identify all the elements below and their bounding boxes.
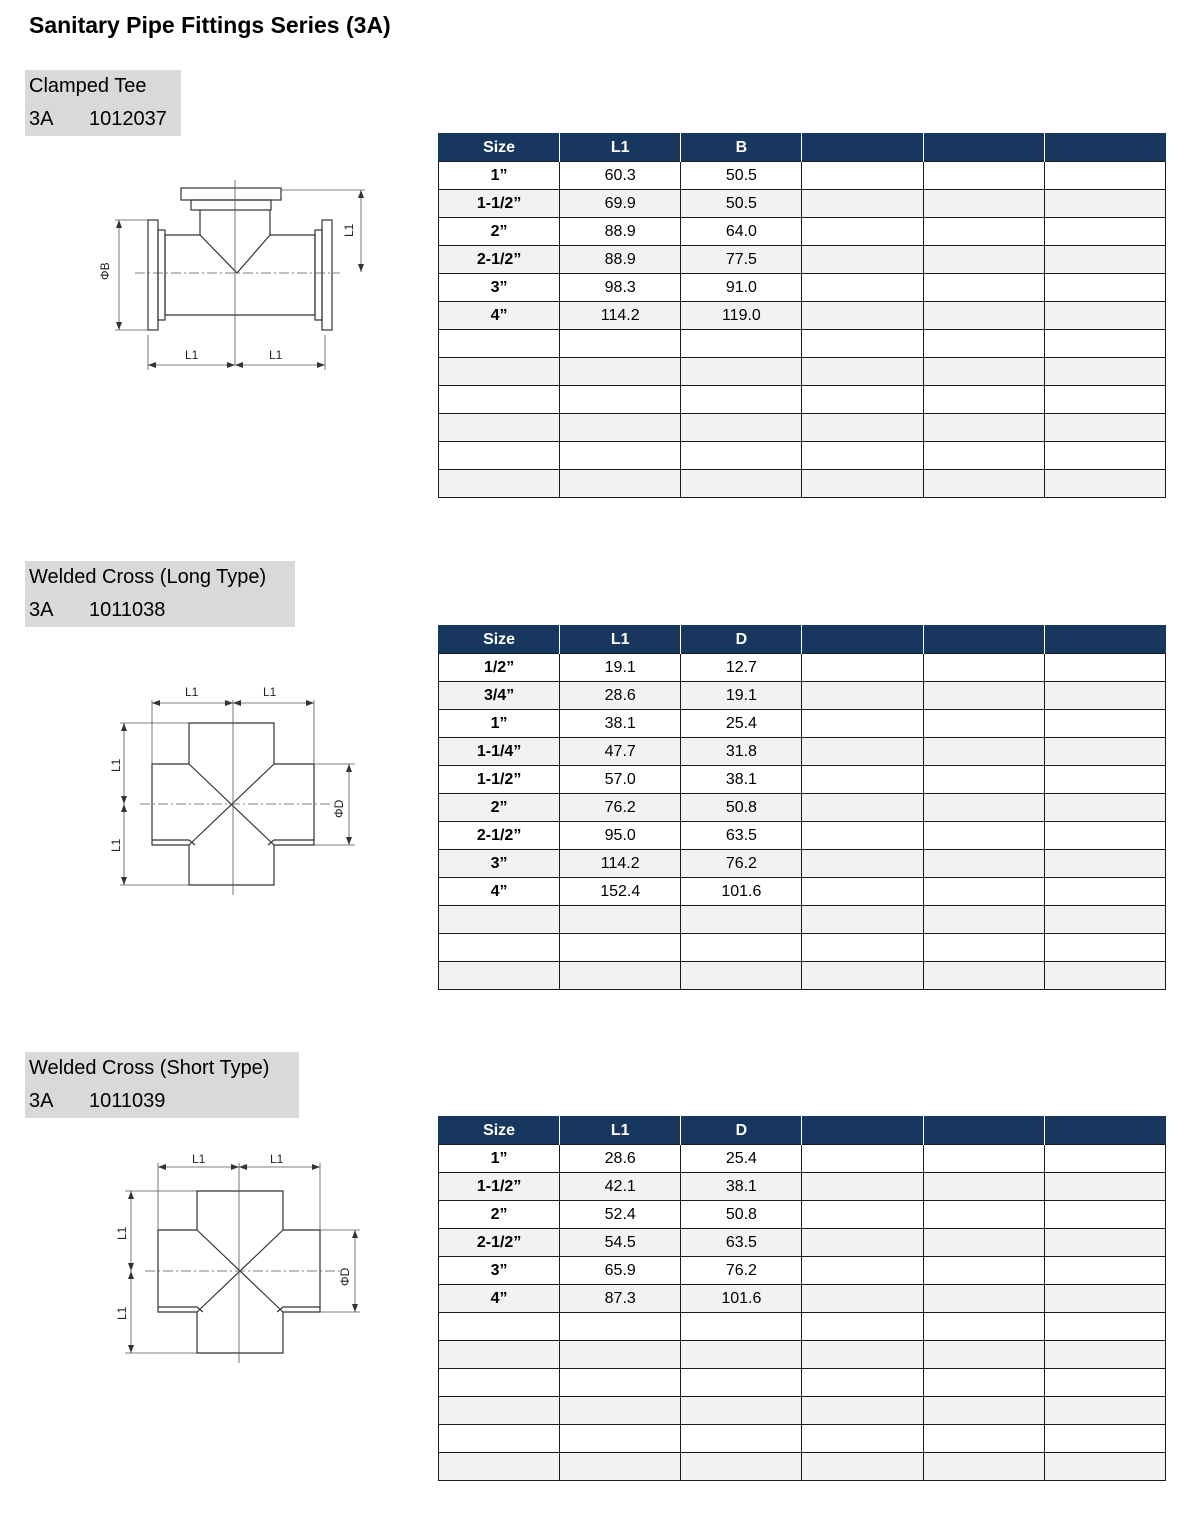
column-header: B <box>681 133 802 162</box>
page-title: Sanitary Pipe Fittings Series (3A) <box>29 12 391 38</box>
size-cell: 1-1/2” <box>439 190 560 218</box>
product-code: 1011039 <box>89 1090 166 1112</box>
table-row <box>439 1145 1166 1173</box>
column-header <box>802 625 923 654</box>
column-header: Size <box>439 625 560 654</box>
product-code: 1012037 <box>89 108 167 130</box>
table-row-empty <box>439 1341 1166 1369</box>
d-cell: 76.2 <box>681 850 802 878</box>
b-cell: 50.5 <box>681 162 802 190</box>
l1-cell: 19.1 <box>560 654 681 682</box>
column-header: Size <box>439 133 560 162</box>
product-label-welded-cross-short <box>25 1052 299 1118</box>
length-label: L1 <box>263 685 277 699</box>
table-row <box>439 710 1166 738</box>
size-cell: 1-1/4” <box>439 738 560 766</box>
length-label: L1 <box>115 1306 129 1320</box>
b-cell: 50.5 <box>681 190 802 218</box>
l1-cell: 54.5 <box>560 1229 681 1257</box>
l1-cell: 95.0 <box>560 822 681 850</box>
l1-cell: 152.4 <box>560 878 681 906</box>
product-standard: 3A <box>29 599 54 621</box>
size-cell: 3/4” <box>439 682 560 710</box>
b-cell: 64.0 <box>681 218 802 246</box>
table-row-empty <box>439 1397 1166 1425</box>
product-name: Welded Cross (Short Type) <box>29 1057 270 1079</box>
table-row <box>439 1257 1166 1285</box>
size-cell: 3” <box>439 274 560 302</box>
l1-cell: 87.3 <box>560 1285 681 1313</box>
column-header <box>802 133 923 162</box>
column-header: D <box>681 1116 802 1145</box>
column-header <box>1044 1116 1165 1145</box>
product-code: 1011038 <box>89 599 166 621</box>
table-row-empty <box>439 1369 1166 1397</box>
column-header: L1 <box>560 625 681 654</box>
l1-cell: 42.1 <box>560 1173 681 1201</box>
table-row-empty <box>439 358 1166 386</box>
table-row-empty <box>439 1425 1166 1453</box>
table-row-empty <box>439 934 1166 962</box>
table-row <box>439 1173 1166 1201</box>
length-label: L1 <box>109 838 123 852</box>
column-header <box>923 1116 1044 1145</box>
table-row-empty <box>439 414 1166 442</box>
column-header <box>802 1116 923 1145</box>
table-row <box>439 682 1166 710</box>
table-row <box>439 1201 1166 1229</box>
table-row <box>439 822 1166 850</box>
table-row-empty <box>439 1313 1166 1341</box>
d-cell: 38.1 <box>681 1173 802 1201</box>
product-label-clamped-tee <box>25 70 181 136</box>
table-row <box>439 878 1166 906</box>
d-cell: 63.5 <box>681 1229 802 1257</box>
column-header <box>1044 625 1165 654</box>
table-row-empty <box>439 962 1166 990</box>
length-label: L1 <box>115 1226 129 1240</box>
b-cell: 77.5 <box>681 246 802 274</box>
size-cell: 4” <box>439 1285 560 1313</box>
size-cell: 1/2” <box>439 654 560 682</box>
column-header: L1 <box>560 1116 681 1145</box>
length-label: L1 <box>185 348 199 362</box>
table-row-empty <box>439 906 1166 934</box>
column-header: Size <box>439 1116 560 1145</box>
table-row-empty <box>439 1453 1166 1481</box>
diameter-label: ΦD <box>332 799 346 818</box>
size-cell: 1-1/2” <box>439 766 560 794</box>
l1-cell: 47.7 <box>560 738 681 766</box>
column-header <box>923 133 1044 162</box>
table-row <box>439 1285 1166 1313</box>
table-row-empty <box>439 442 1166 470</box>
table-row <box>439 162 1166 190</box>
table-row <box>439 794 1166 822</box>
column-header <box>1044 133 1165 162</box>
size-table-welded-cross-long <box>438 625 1166 990</box>
l1-cell: 88.9 <box>560 218 681 246</box>
size-cell: 4” <box>439 302 560 330</box>
product-label-welded-cross-long <box>25 561 295 627</box>
size-table-welded-cross-short <box>438 1116 1166 1481</box>
table-row <box>439 766 1166 794</box>
size-cell: 3” <box>439 1257 560 1285</box>
l1-cell: 28.6 <box>560 1145 681 1173</box>
b-cell: 91.0 <box>681 274 802 302</box>
d-cell: 19.1 <box>681 682 802 710</box>
l1-cell: 28.6 <box>560 682 681 710</box>
length-label: L1 <box>185 685 199 699</box>
size-cell: 2” <box>439 218 560 246</box>
size-cell: 2” <box>439 794 560 822</box>
d-cell: 38.1 <box>681 766 802 794</box>
diameter-label: ΦD <box>338 1267 352 1286</box>
l1-cell: 60.3 <box>560 162 681 190</box>
d-cell: 101.6 <box>681 878 802 906</box>
table-row <box>439 654 1166 682</box>
table-row <box>439 850 1166 878</box>
l1-cell: 114.2 <box>560 302 681 330</box>
size-table-clamped-tee <box>438 133 1166 498</box>
d-cell: 76.2 <box>681 1257 802 1285</box>
size-cell: 1” <box>439 1145 560 1173</box>
l1-cell: 88.9 <box>560 246 681 274</box>
table-row-empty <box>439 330 1166 358</box>
product-standard: 3A <box>29 108 54 130</box>
size-cell: 3” <box>439 850 560 878</box>
size-cell: 1” <box>439 710 560 738</box>
d-cell: 63.5 <box>681 822 802 850</box>
size-cell: 2-1/2” <box>439 246 560 274</box>
diameter-label: ΦB <box>98 262 112 280</box>
table-row-empty <box>439 386 1166 414</box>
length-label: L1 <box>192 1152 206 1166</box>
welded-cross-short-drawing <box>105 1148 365 1363</box>
length-label: L1 <box>109 758 123 772</box>
length-label: L1 <box>342 223 356 237</box>
d-cell: 25.4 <box>681 710 802 738</box>
column-header <box>923 625 1044 654</box>
table-row <box>439 1229 1166 1257</box>
l1-cell: 69.9 <box>560 190 681 218</box>
table-row-empty <box>439 470 1166 498</box>
product-standard: 3A <box>29 1090 54 1112</box>
column-header: D <box>681 625 802 654</box>
d-cell: 50.8 <box>681 1201 802 1229</box>
length-label: L1 <box>270 1152 284 1166</box>
l1-cell: 114.2 <box>560 850 681 878</box>
size-cell: 1” <box>439 162 560 190</box>
size-cell: 2-1/2” <box>439 1229 560 1257</box>
l1-cell: 38.1 <box>560 710 681 738</box>
l1-cell: 57.0 <box>560 766 681 794</box>
table-row <box>439 190 1166 218</box>
size-cell: 4” <box>439 878 560 906</box>
product-name: Welded Cross (Long Type) <box>29 566 267 588</box>
table-row <box>439 302 1166 330</box>
b-cell: 119.0 <box>681 302 802 330</box>
table-row <box>439 246 1166 274</box>
size-cell: 1-1/2” <box>439 1173 560 1201</box>
column-header: L1 <box>560 133 681 162</box>
d-cell: 50.8 <box>681 794 802 822</box>
welded-cross-long-drawing <box>100 680 360 895</box>
table-row <box>439 218 1166 246</box>
l1-cell: 65.9 <box>560 1257 681 1285</box>
l1-cell: 52.4 <box>560 1201 681 1229</box>
size-cell: 2-1/2” <box>439 822 560 850</box>
clamped-tee-drawing <box>95 160 375 375</box>
d-cell: 12.7 <box>681 654 802 682</box>
d-cell: 31.8 <box>681 738 802 766</box>
size-cell: 2” <box>439 1201 560 1229</box>
d-cell: 101.6 <box>681 1285 802 1313</box>
table-row <box>439 738 1166 766</box>
product-name: Clamped Tee <box>29 75 147 97</box>
length-label: L1 <box>269 348 283 362</box>
l1-cell: 76.2 <box>560 794 681 822</box>
l1-cell: 98.3 <box>560 274 681 302</box>
table-row <box>439 274 1166 302</box>
d-cell: 25.4 <box>681 1145 802 1173</box>
